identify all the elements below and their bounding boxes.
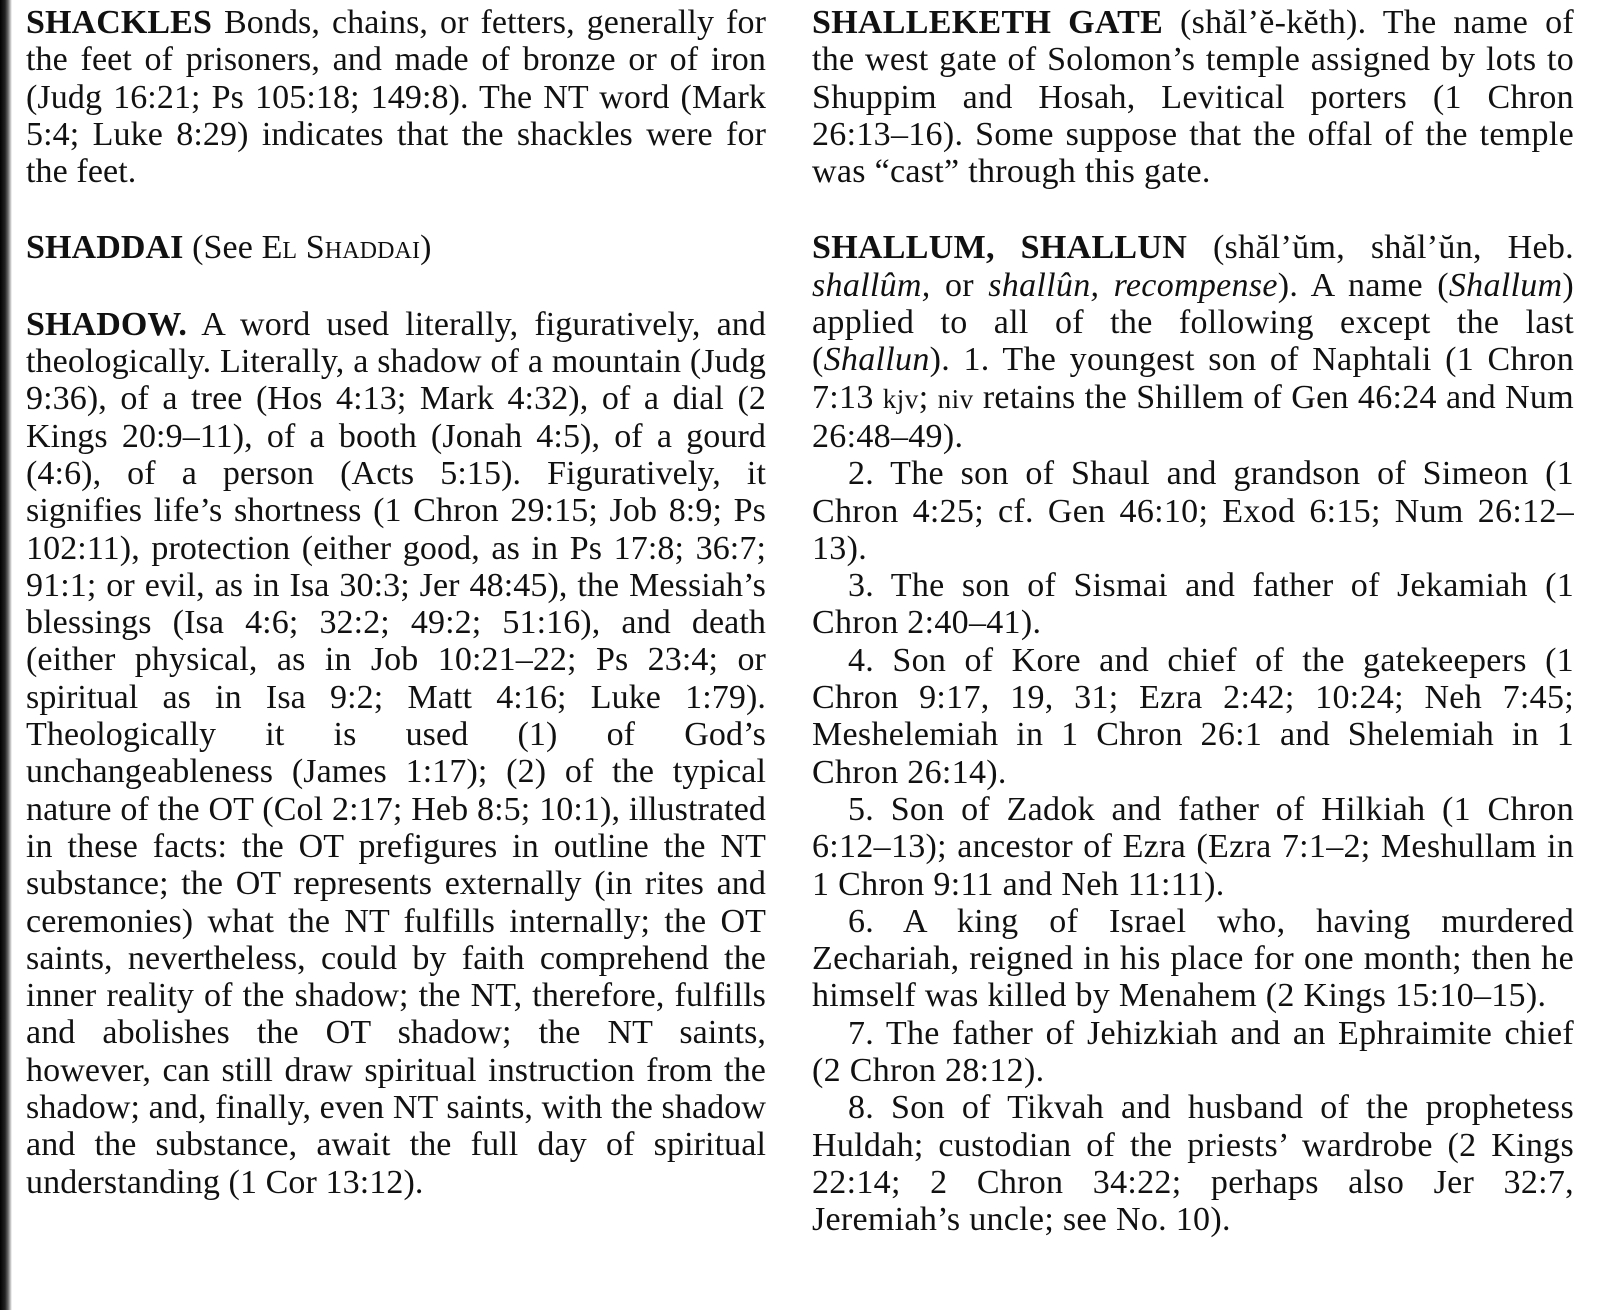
right-column <box>812 4 1574 1239</box>
headword-shackles: SHACKLES <box>26 4 212 41</box>
shallum-item-1a: ). 1. The youngest son of Naphtali (1 Chron 7:13 <box>812 341 1574 416</box>
entry-shalleketh-gate <box>812 4 1574 190</box>
version-abbrev-kjv: kjv <box>882 383 919 414</box>
shallum-item: 5. Son of Zadok and father of Hilkiah (1 Chron 6:12–13); ancestor of Ezra (Ezra 7:1–2; Meshullam in 1 Chron 9:11 and Neh 11:11). <box>812 790 1574 903</box>
see-prefix: (See <box>192 229 253 267</box>
entry-shalleketh-text: (shăl’ĕ-kĕth). The name of the west gate of Solomon’s temple assigned by lots to Shuppim and Hosah, Levitical porters (1 Chron 26:13–16). Some suppose that the offal of the temple was “cast” through this gate. <box>812 4 1574 191</box>
hebrew-form-1: shallûm, <box>812 266 931 304</box>
shallum-item: 6. A king of Israel who, having murdered Zechariah, reigned in his place for one month; then he himself was killed by Menahem (2 Kings 15:10–15). <box>812 902 1574 1015</box>
headword-shaddai: SHADDAI <box>26 229 184 267</box>
left-column <box>26 4 766 1201</box>
conjunction-or: or <box>944 266 974 304</box>
shallum-item-1b: retains the Shillem of Gen 46:24 and Num 26:48–49). <box>812 378 1574 455</box>
shallum-item: 4. Son of Kore and chief of the gatekeepers (1 Chron 9:17, 19, 31; Ezra 2:42; 10:24; Neh 7:45; Meshelemiah in 1 Chron 26:1 and Shelemiah in 1 Chron 26:14). <box>812 641 1574 791</box>
entry-shallum <box>812 229 1574 455</box>
entry-shaddai <box>26 229 766 266</box>
version-abbrev-niv: niv <box>937 383 974 414</box>
shallum-pronunciation: (shăl’ŭm, shăl’ŭn, Heb. <box>1212 229 1574 267</box>
see-suffix: ) <box>420 229 432 267</box>
shallum-item: 8. Son of Tikvah and husband of the prophetess Huldah; custodian of the priests’ wardrobe (2 Kings 22:14; 2 Chron 34:22; perhaps also Jer 32:7, Jeremiah’s uncle; see No. 10). <box>812 1089 1574 1239</box>
name-shallum: Shallum <box>1448 266 1563 304</box>
shallum-item: 2. The son of Shaul and grandson of Simeon (1 Chron 4:25; cf. Gen 46:10; Exod 6:15; Num 26:12–13). <box>812 455 1574 567</box>
shallum-intro-a: ). A name ( <box>1277 266 1449 304</box>
shallum-intro-b: ) applied to all of the following except the last ( <box>812 266 1575 379</box>
hebrew-form-2: shallûn, recompense <box>988 266 1278 304</box>
scan-edge-shadow <box>0 0 12 1310</box>
name-shallun: Shallun <box>823 341 930 379</box>
headword-shadow: SHADOW. <box>26 305 187 343</box>
entry-shackles-text: Bonds, chains, or fetters, generally for the feet of prisoners, and made of bronze or of iron (Judg 16:21; Ps 105:18; 149:8). The NT word (Mark 5:4; Luke 8:29) indicates that the shackles were for the feet. <box>26 4 766 191</box>
cross-reference-el-shaddai[interactable] <box>262 229 421 266</box>
separator-semicolon: ; <box>918 378 929 416</box>
shallum-item: 7. The father of Jehizkiah and an Ephraimite chief (2 Chron 28:12). <box>812 1014 1574 1090</box>
entry-shadow <box>26 306 766 1201</box>
shallum-item: 3. The son of Sismai and father of Jekamiah (1 Chron 2:40–41). <box>812 567 1574 642</box>
cross-reference-label: El Shaddai <box>261 229 421 267</box>
headword-shallum: SHALLUM, SHALLUN <box>812 229 1188 267</box>
entry-shackles <box>26 4 766 190</box>
headword-shalleketh-gate: SHALLEKETH GATE <box>812 4 1164 41</box>
entry-shadow-text: A word used literally, figuratively, and theologically. Literally, a shadow of a mountain (Judg 9:36), of a tree (Hos 4:13; Mark 4:32), of a dial (2 Kings 20:9–11), of a booth (Jonah 4:5), of a gourd (4:6), of a person (Acts 5:15). Figuratively, it signifies life’s shortness (1 Chron 29:15; Job 8:9; Ps 102:11), protection (either good, as in Ps 17:8; 36:7; 91:1; or evil, as in Isa 30:3; Jer 48:45), the Messiah’s blessings (Isa 4:6; 32:2; 49:2; 51:16), and death (either physical, as in Job 10:21–22; Ps 23:4; or spiritual as in Isa 9:2; Matt 4:16; Luke 1:79). Theologically it is used (1) of God’s unchangeableness (James 1:17); (2) of the typical nature of the OT (Col 2:17; Heb 8:5; 10:1), illustrated in these facts: the OT prefigures in outline the NT substance; the OT represents externally (in rites and ceremonies) what the NT fulfills internally; the OT saints, nevertheless, could by faith comprehend the inner reality of the shadow; the NT, therefore, fulfills and abolishes the OT shadow; the NT saints, however, can still draw spiritual instruction from the shadow; and, finally, even NT saints, with the shadow and the substance, await the full day of spiritual understanding (1 Cor 13:12). <box>26 305 766 1201</box>
